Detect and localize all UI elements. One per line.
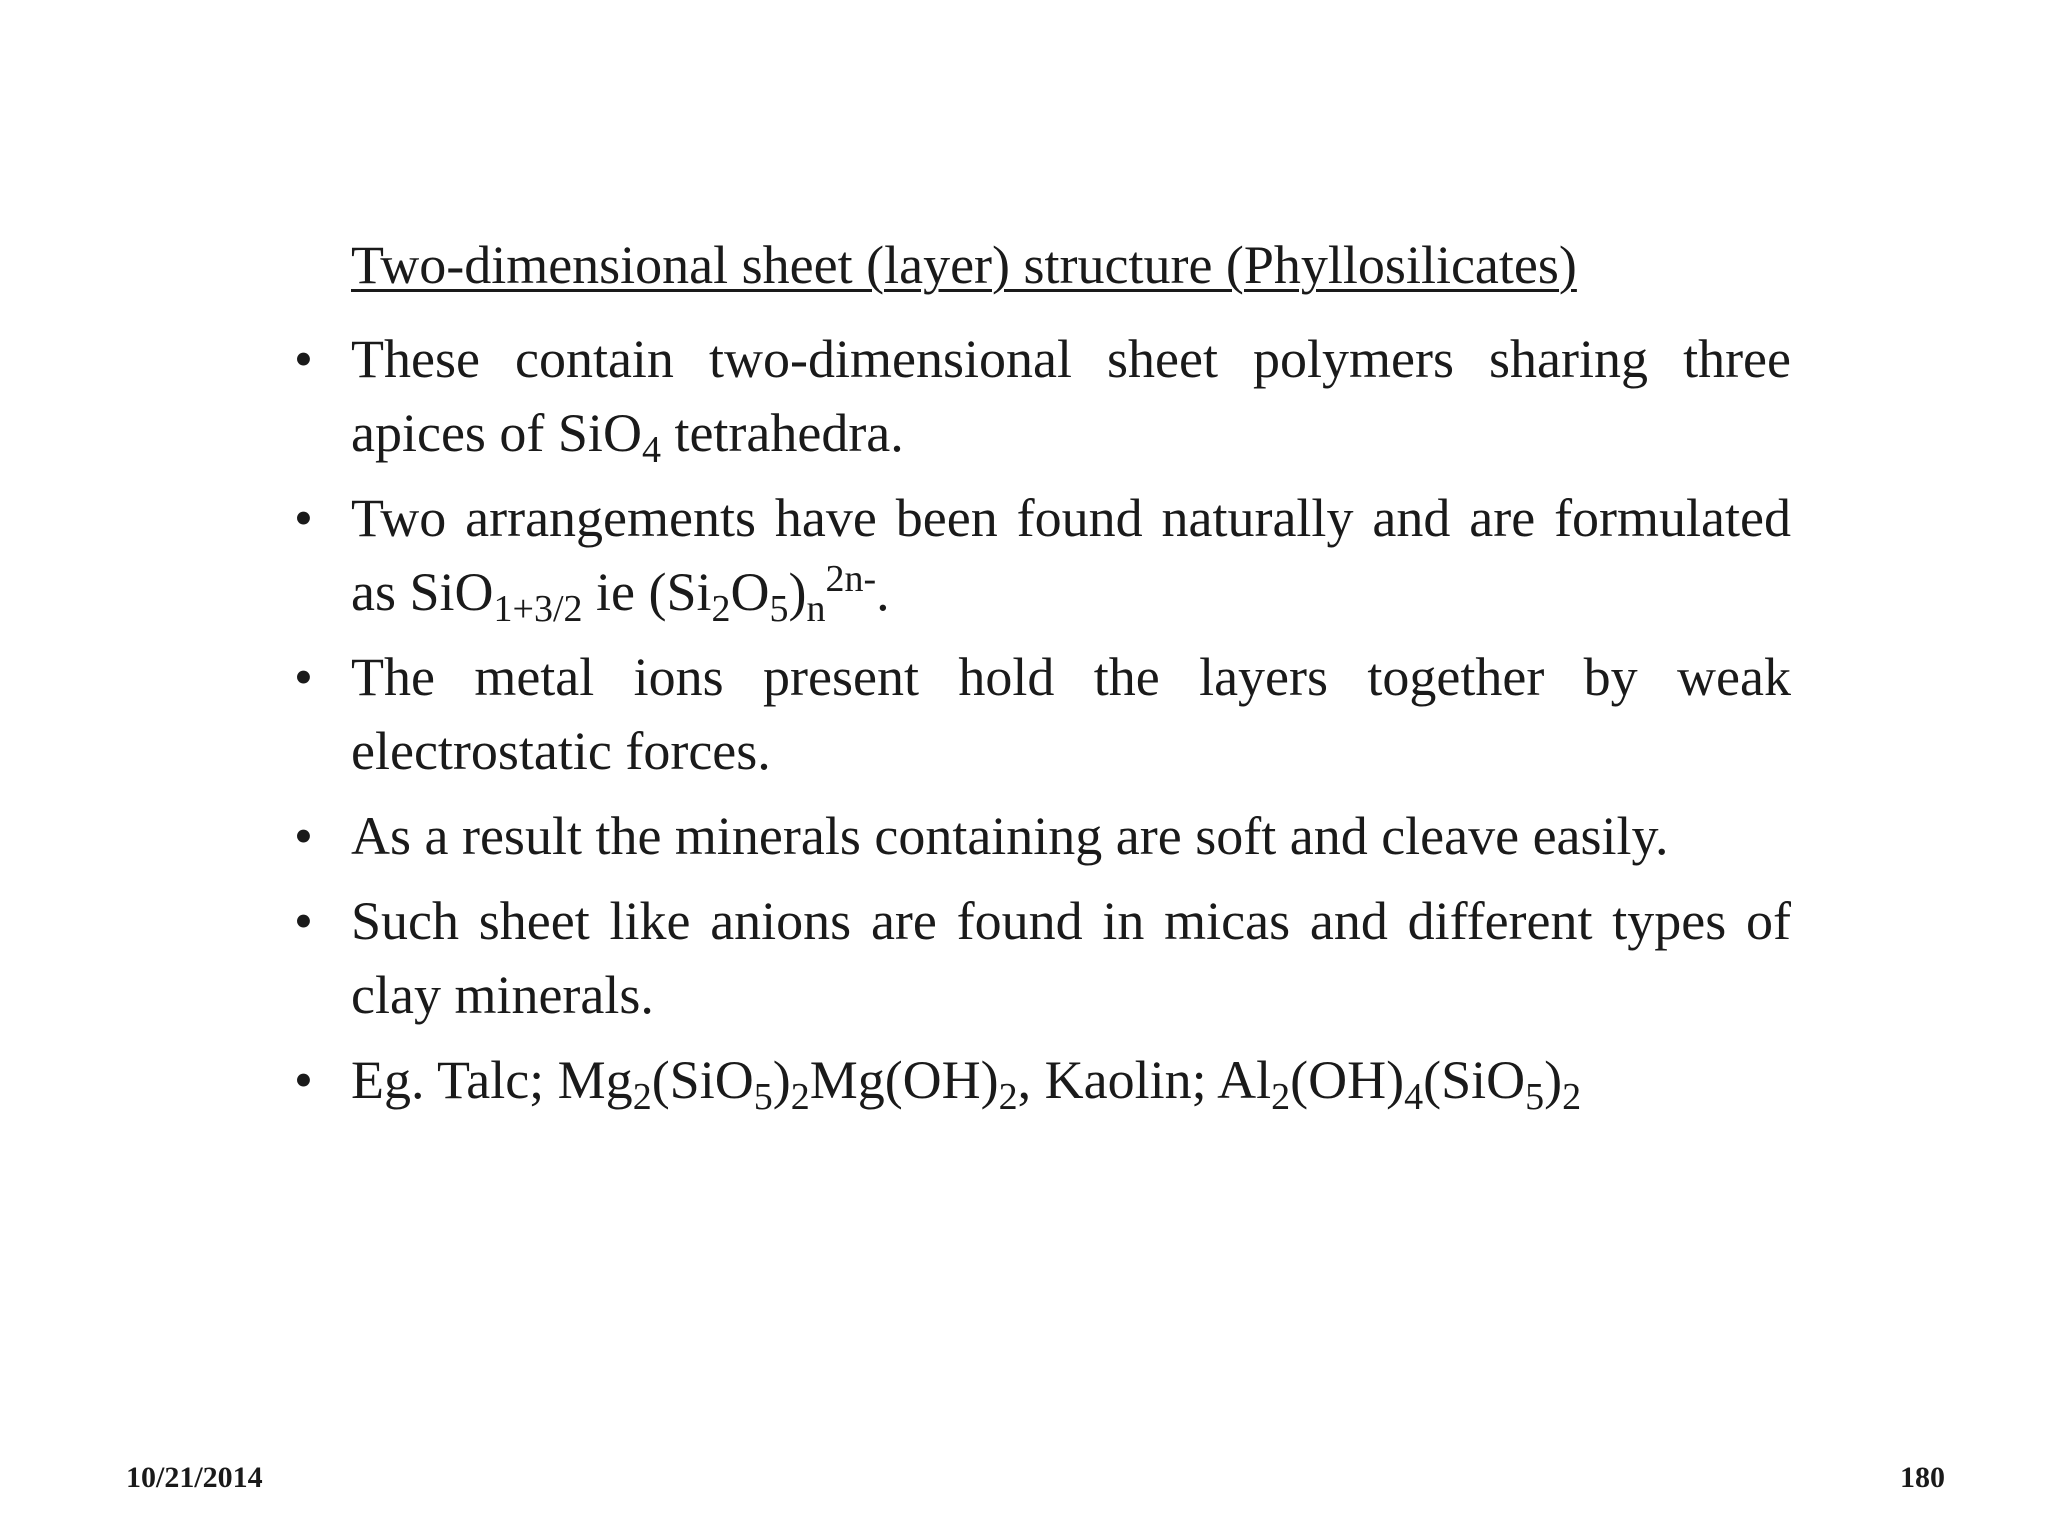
bullet-item [351, 322, 1791, 470]
bullet-item: • Such sheet like anions are found in micas and different types of clay minerals. [351, 884, 1791, 1032]
subscript: 2 [790, 1075, 810, 1118]
page-number: 180 [1900, 1461, 1945, 1494]
subscript: 2 [998, 1075, 1018, 1118]
subscript: 5 [753, 1075, 773, 1118]
subscript: 2 [632, 1075, 652, 1118]
subscript: 4 [641, 428, 661, 471]
superscript: 2n- [825, 558, 877, 600]
bullet-text: Two arrangements have been found naturally and are formulated as SiO [351, 488, 1791, 622]
bullet-item: • The metal ions present hold the layers together by weak electrostatic forces. [351, 640, 1791, 788]
bullet-text: (OH) [1290, 1050, 1405, 1110]
footer-date: 10/21/2014 [126, 1461, 263, 1494]
subscript: 4 [1404, 1075, 1424, 1118]
bullet-item [351, 481, 1791, 629]
bullet-text: Mg(OH) [809, 1050, 999, 1110]
bullet-text: ) [1544, 1050, 1563, 1110]
bullet-text: ie (Si [582, 562, 712, 622]
subscript: n [806, 587, 826, 630]
bullet-text: tetrahedra. [660, 403, 904, 463]
subscript: 5 [769, 587, 789, 630]
bullet-item [351, 1043, 1791, 1117]
bullet-text: . [876, 562, 890, 622]
bullet-list [351, 322, 1791, 1117]
subscript: 5 [1525, 1075, 1545, 1118]
subscript: 2 [711, 587, 731, 630]
subscript: 1+3/2 [493, 587, 583, 630]
bullet-text: These contain two-dimensional sheet polymers sharing three apices of SiO [351, 329, 1791, 463]
bullet-text: (SiO [1423, 1050, 1526, 1110]
bullet-text: , Kaolin; Al [1017, 1050, 1272, 1110]
bullet-text: ) [788, 562, 807, 622]
bullet-item: • As a result the minerals containing are soft and cleave easily. [351, 799, 1791, 873]
bullet-text: (SiO [651, 1050, 754, 1110]
bullet-text: Eg. Talc; Mg [351, 1050, 633, 1110]
subscript: 2 [1271, 1075, 1291, 1118]
subscript: 2 [1562, 1075, 1582, 1118]
bullet-text: ) [772, 1050, 791, 1110]
bullet-text: O [730, 562, 770, 622]
slide-title: Two-dimensional sheet (layer) structure (Phyllosilicates) [351, 235, 1577, 295]
